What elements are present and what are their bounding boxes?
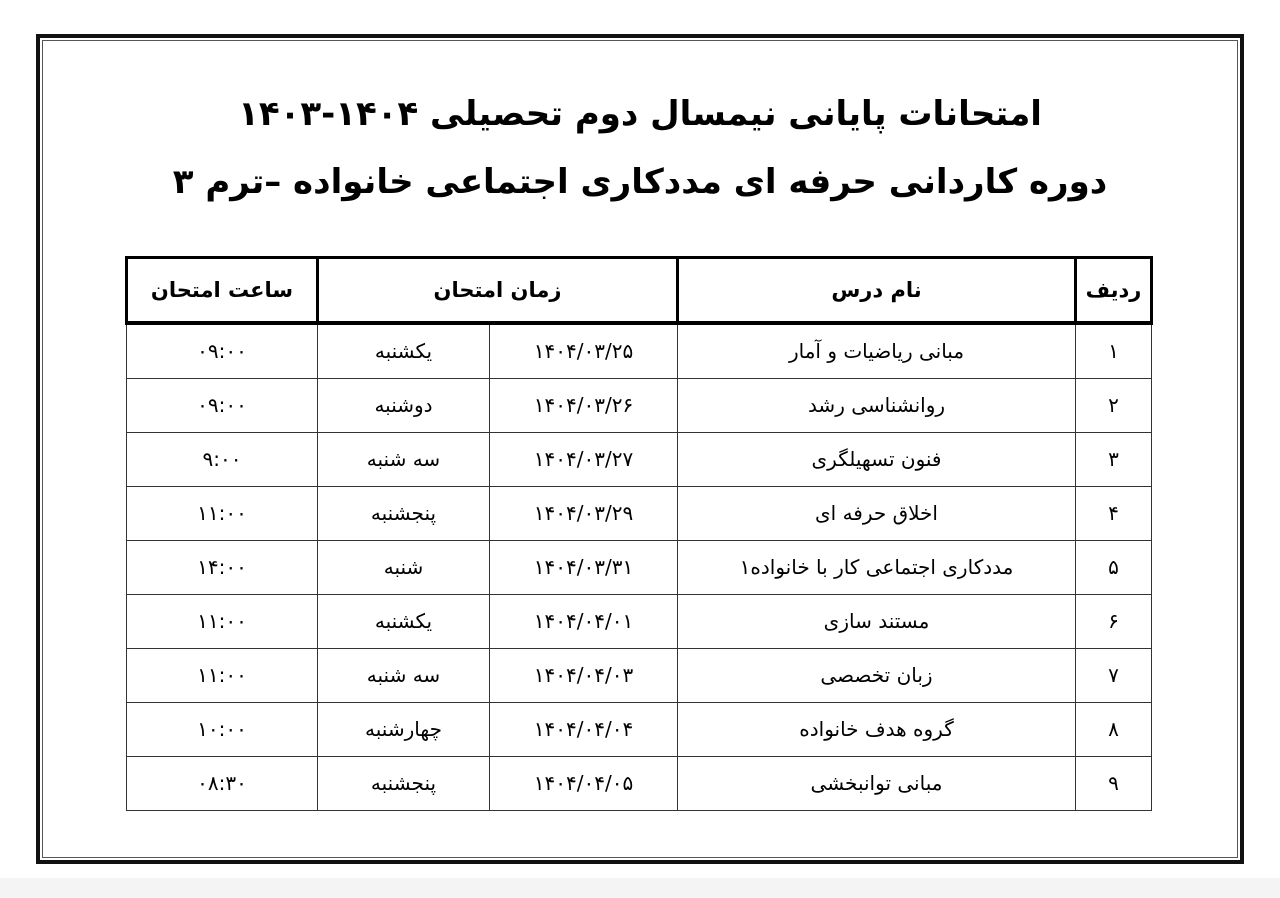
table-row [127, 379, 1152, 433]
cell-row-number: ۹ [1076, 757, 1152, 811]
header-row-number: ردیف [1076, 258, 1152, 324]
header-exam-time: ساعت امتحان [127, 258, 318, 324]
cell-exam-day: دوشنبه [318, 379, 490, 433]
cell-exam-date: ۱۴۰۴/۰۴/۰۱ [490, 595, 678, 649]
cell-row-number: ۸ [1076, 703, 1152, 757]
cell-row-number: ۷ [1076, 649, 1152, 703]
cell-course-name: فنون تسهیلگری [678, 433, 1076, 487]
document-subtitle: دوره کاردانی حرفه ای مددکاری اجتماعی خانواده –ترم ۳ [172, 162, 1108, 202]
document-title: امتحانات پایانی نیمسال دوم تحصیلی ۱۴۰۴-۱۴۰۳ [238, 94, 1042, 134]
cell-exam-time: ۱۱:۰۰ [127, 649, 318, 703]
table-row [127, 757, 1152, 811]
cell-course-name: مددکاری اجتماعی کار با خانواده۱ [678, 541, 1076, 595]
cell-exam-time: ۹:۰۰ [127, 433, 318, 487]
exam-schedule-table [125, 256, 1153, 811]
cell-row-number: ۲ [1076, 379, 1152, 433]
cell-exam-date: ۱۴۰۴/۰۳/۲۹ [490, 487, 678, 541]
cell-exam-date: ۱۴۰۴/۰۴/۰۴ [490, 703, 678, 757]
table-header-row [127, 258, 1152, 324]
cell-exam-time: ۱۴:۰۰ [127, 541, 318, 595]
cell-exam-time: ۰۹:۰۰ [127, 323, 318, 379]
cell-exam-time: ۱۱:۰۰ [127, 595, 318, 649]
cell-exam-day: پنجشنبه [318, 757, 490, 811]
table-row [127, 649, 1152, 703]
cell-exam-day: سه شنبه [318, 433, 490, 487]
cell-exam-day: پنجشنبه [318, 487, 490, 541]
cell-exam-day: یکشنبه [318, 595, 490, 649]
table-row [127, 595, 1152, 649]
cell-exam-time: ۱۱:۰۰ [127, 487, 318, 541]
bottom-margin [0, 878, 1280, 898]
cell-exam-day: یکشنبه [318, 323, 490, 379]
cell-exam-date: ۱۴۰۴/۰۴/۰۳ [490, 649, 678, 703]
cell-exam-date: ۱۴۰۴/۰۳/۲۷ [490, 433, 678, 487]
cell-exam-date: ۱۴۰۴/۰۳/۲۶ [490, 379, 678, 433]
cell-row-number: ۶ [1076, 595, 1152, 649]
cell-exam-time: ۰۹:۰۰ [127, 379, 318, 433]
cell-row-number: ۱ [1076, 323, 1152, 379]
cell-course-name: زبان تخصصی [678, 649, 1076, 703]
cell-course-name: اخلاق حرفه ای [678, 487, 1076, 541]
cell-exam-time: ۰۸:۳۰ [127, 757, 318, 811]
cell-exam-day: چهارشنبه [318, 703, 490, 757]
cell-course-name: روانشناسی رشد [678, 379, 1076, 433]
cell-row-number: ۴ [1076, 487, 1152, 541]
cell-exam-date: ۱۴۰۴/۰۳/۳۱ [490, 541, 678, 595]
table-row [127, 433, 1152, 487]
table-row [127, 487, 1152, 541]
cell-exam-date: ۱۴۰۴/۰۴/۰۵ [490, 757, 678, 811]
cell-row-number: ۳ [1076, 433, 1152, 487]
cell-exam-day: سه شنبه [318, 649, 490, 703]
table-row [127, 703, 1152, 757]
cell-exam-time: ۱۰:۰۰ [127, 703, 318, 757]
header-exam-date: زمان امتحان [318, 258, 678, 324]
table-row [127, 541, 1152, 595]
cell-row-number: ۵ [1076, 541, 1152, 595]
cell-exam-day: شنبه [318, 541, 490, 595]
cell-course-name: مبانی ریاضیات و آمار [678, 323, 1076, 379]
table-row [127, 323, 1152, 379]
cell-course-name: گروه هدف خانواده [678, 703, 1076, 757]
cell-course-name: مستند سازی [678, 595, 1076, 649]
cell-course-name: مبانی توانبخشی [678, 757, 1076, 811]
header-course-name: نام درس [678, 258, 1076, 324]
cell-exam-date: ۱۴۰۴/۰۳/۲۵ [490, 323, 678, 379]
